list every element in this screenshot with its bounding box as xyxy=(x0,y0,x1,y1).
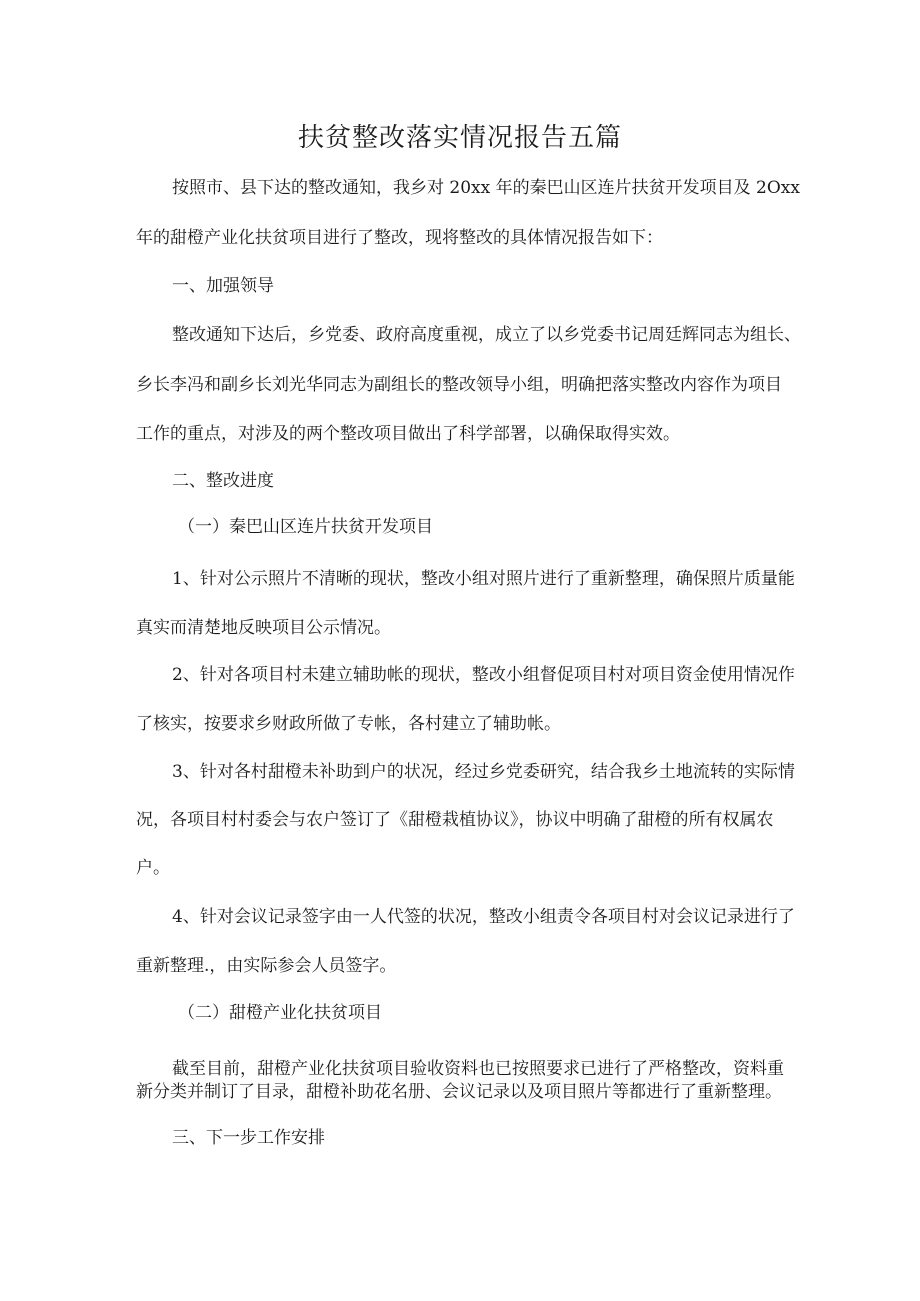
section2-heading: 二、整改进度 xyxy=(172,471,274,491)
item3-line-2: 况，各项目村村委会与农户签订了《甜橙栽植协议》，协议中明确了甜橙的所有权属农 xyxy=(136,810,774,830)
para-line-1: 截至目前，甜橙产业化扶贫项目验收资料也已按照要求已进行了严格整改，资料重 xyxy=(172,1059,784,1079)
item4-line-1: 4、针对会议记录签字由一人代签的状况，整改小组责令各项目村对会议记录进行了 xyxy=(172,907,795,927)
item4-line-2: 重新整理.，由实际参会人员签字。 xyxy=(136,956,397,976)
item1-line-1: 1、针对公示照片不清晰的现状，整改小组对照片进行了重新整理，确保照片质量能 xyxy=(172,569,795,589)
item1-line-2: 真实而清楚地反映项目公示情况。 xyxy=(136,618,391,638)
section2-sub2: （二）甜橙产业化扶贫项目 xyxy=(178,1003,382,1023)
section2-sub1: （一）秦巴山区连片扶贫开发项目 xyxy=(178,517,433,537)
item2-line-1: 2、针对各项目村未建立辅助帐的现状，整改小组督促项目村对项目资金使用情况作 xyxy=(172,665,795,685)
section1-line-2: 乡长李冯和副乡长刘光华同志为副组长的整改领导小组，明确把落实整改内容作为项目 xyxy=(136,375,782,395)
intro-line-2: 年的甜橙产业化扶贫项目进行了整改，现将整改的具体情况报告如下： xyxy=(136,228,663,248)
item3-line-1: 3、针对各村甜橙未补助到户的状况，经过乡党委研究，结合我乡土地流转的实际情 xyxy=(172,762,795,782)
item3-line-3: 户。 xyxy=(136,858,170,878)
section1-heading: 一、加强领导 xyxy=(172,276,274,296)
section1-line-1: 整改通知下达后，乡党委、政府高度重视，成立了以乡党委书记周廷辉同志为组长、 xyxy=(172,325,801,345)
intro-line-1: 按照市、县下达的整改通知，我乡对 20xx 年的秦巴山区连片扶贫开发项目及 2Oxx xyxy=(172,178,800,198)
item2-line-2: 了核实，按要求乡财政所做了专帐，各村建立了辅助帐。 xyxy=(136,714,561,734)
document-title: 扶贫整改落实情况报告五篇 xyxy=(297,123,622,153)
section3-heading: 三、下一步工作安排 xyxy=(172,1128,325,1148)
section1-line-3: 工作的重点，对涉及的两个整改项目做出了科学部署，以确保取得实效。 xyxy=(136,424,680,444)
para-line-2: 新分类并制订了目录，甜橙补助花名册、会议记录以及项目照片等都进行了重新整理。 xyxy=(136,1082,782,1102)
